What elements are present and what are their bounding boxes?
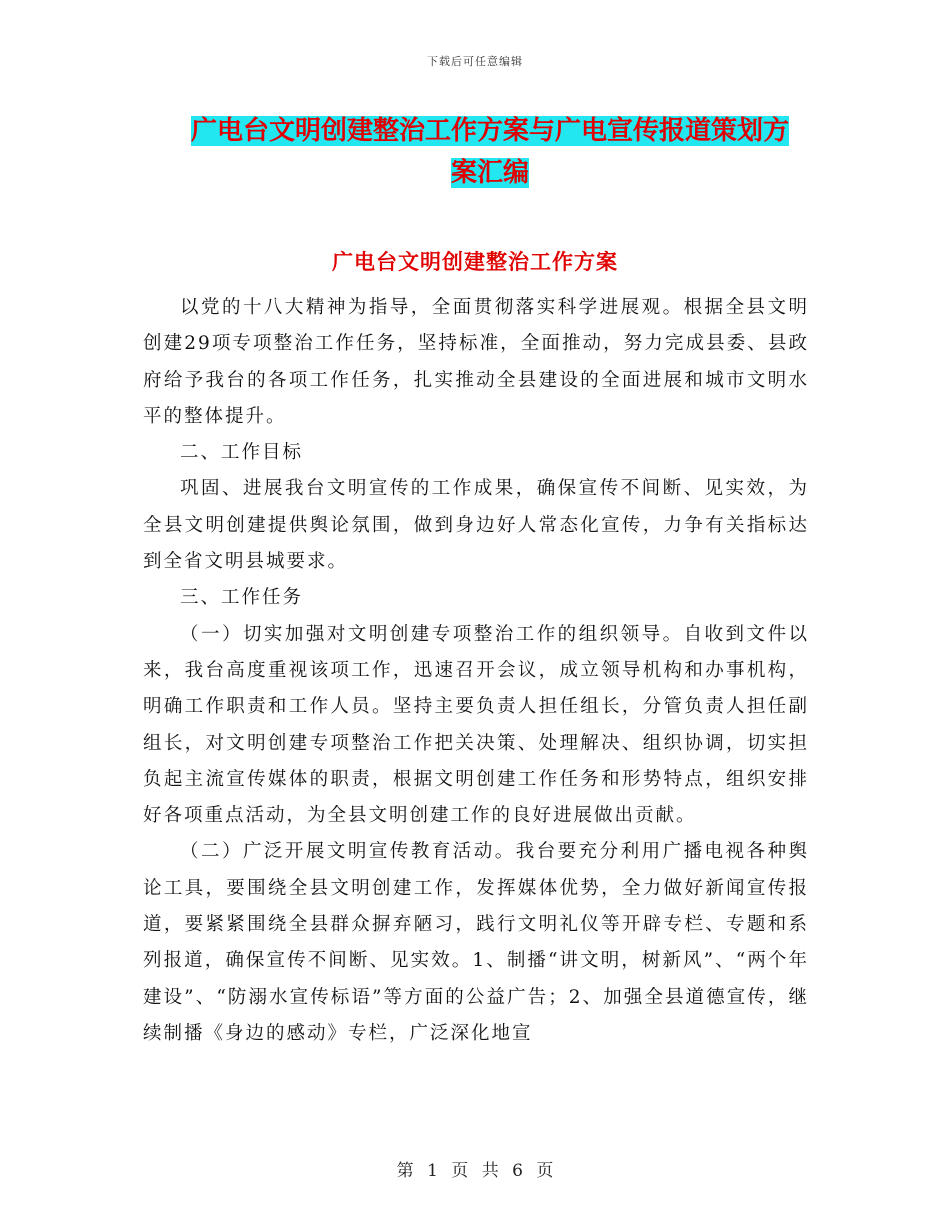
paragraph-guiding-principle: 以党的十八大精神为指导，全面贯彻落实科学进展观。根据全县文明创建29项专项整治工作任务，坚持标准，全面推动，努力完成县委、县政府给予我台的各项工作任务，扎实推动全县建设的全面进展和城市文明水平的整体提升。 — [143, 297, 809, 427]
section-title: 广电台文明创建整治工作方案 — [332, 250, 618, 274]
document-title — [140, 110, 840, 194]
footer-page-unit: 页 — [451, 1161, 469, 1181]
paragraph-task-2: （二）广泛开展文明宣传教育活动。我台要充分利用广播电视各种舆论工具，要围绕全县文明创建工作，发挥媒体优势，全力做好新闻宣传报道，要紧紧围绕全县群众摒弃陋习，践行文明礼仪等开辟专栏、专题和系列报道，确保宣传不间断、见实效。1、制播“讲文明，树新风”、“两个年建设”、“防溺水宣传标语”等方面的公益广告；2、加强全县道德宣传，继续制播《身边的感动》专栏，广泛深化地宣 — [143, 841, 809, 1044]
document-title-line-2: 案汇编 — [450, 158, 529, 188]
document-body — [143, 290, 809, 1052]
total-page-count: 6 — [512, 1161, 523, 1181]
footer-prefix: 第 — [396, 1161, 414, 1181]
paragraph-work-goals: 巩固、进展我台文明宣传的工作成果，确保宣传不间断、见实效，为全县文明创建提供舆论氛围，做到身边好人常态化宣传，力争有关指标达到全省文明县城要求。 — [143, 478, 809, 573]
footer-total-prefix: 共 — [481, 1161, 499, 1181]
document-title-line-1: 广电台文明创建整治工作方案与广电宣传报道策划方 — [190, 116, 789, 146]
page-footer — [0, 1156, 950, 1181]
header-note: 下载后可任意编辑 — [427, 55, 523, 68]
heading-work-goals: 二、工作目标 — [180, 442, 304, 464]
footer-total-unit: 页 — [536, 1161, 554, 1181]
current-page-number: 1 — [427, 1161, 438, 1181]
paragraph-task-1: （一）切实加强对文明创建专项整治工作的组织领导。自收到文件以来，我台高度重视该项工作，迅速召开会议，成立领导机构和办事机构，明确工作职责和工作人员。坚持主要负责人担任组长，分管负责人担任副组长，对文明创建专项整治工作把关决策、处理解决、组织协调，切实担负起主流宣传媒体的职责，根据文明创建工作任务和形势特点，组织安排好各项重点活动，为全县文明创建工作的良好进展做出贡献。 — [143, 623, 809, 827]
heading-work-tasks: 三、工作任务 — [180, 587, 304, 609]
